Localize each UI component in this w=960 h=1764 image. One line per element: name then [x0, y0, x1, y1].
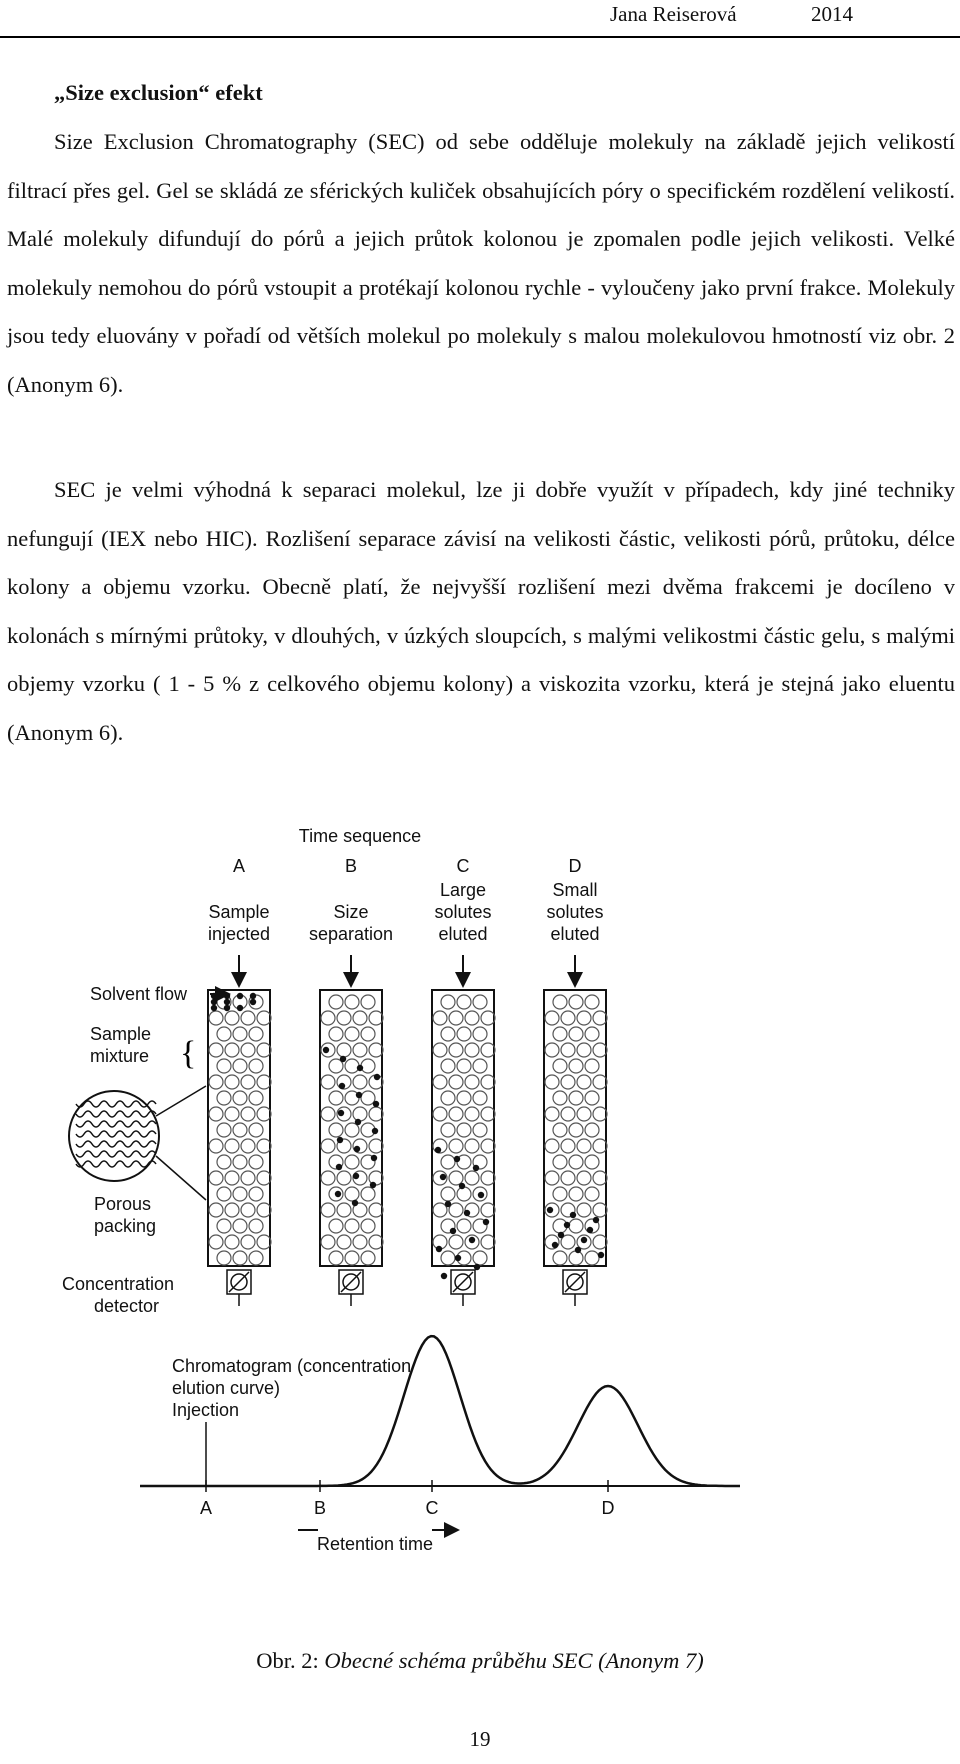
column-caption-c: Large — [439, 880, 487, 900]
sec-figure — [60, 820, 800, 1625]
detector-label-2: detector — [94, 1296, 160, 1316]
detector-label-1: Concentration — [62, 1274, 175, 1294]
chromatogram-label-1: Chromatogram (concentration — [172, 1356, 412, 1376]
sample-mixture-label-2: mixture — [90, 1046, 150, 1066]
column-d — [544, 990, 607, 1306]
tick-label-d: D — [601, 1498, 615, 1518]
column-caption-c: eluted — [438, 924, 488, 944]
retention-time-label: Retention time — [316, 1534, 434, 1554]
tick-label-c: C — [425, 1498, 439, 1518]
solvent-flow-label: Solvent flow — [90, 984, 188, 1004]
time-sequence-label: Time sequence — [298, 826, 422, 846]
brace-icon: { — [180, 1035, 197, 1072]
tick-label-b: B — [313, 1498, 327, 1518]
sec-diagram — [60, 820, 800, 1625]
column-letter-b: B — [344, 856, 358, 876]
column-caption-a: injected — [207, 924, 271, 944]
column-letter-c: C — [456, 856, 470, 876]
column-caption-d: solutes — [546, 902, 604, 922]
column-caption-d: Small — [552, 880, 598, 900]
caption-label: Obr. 2: — [256, 1648, 319, 1673]
column-caption-b: separation — [308, 924, 394, 944]
column-letter-a: A — [232, 856, 246, 876]
caption-text: Obecné schéma průběhu SEC (Anonym 7) — [324, 1648, 704, 1673]
header-author: Jana Reiserová — [610, 2, 737, 26]
tick-label-a: A — [199, 1498, 213, 1518]
column-a — [208, 990, 271, 1306]
chromatogram-label-2: elution curve) — [172, 1378, 281, 1398]
header-rule — [0, 36, 960, 38]
column-caption-a: Sample — [208, 902, 270, 922]
columns — [208, 955, 607, 1306]
porous-label-1: Porous — [94, 1194, 152, 1214]
column-caption-c: solutes — [434, 902, 492, 922]
figure-caption — [0, 1648, 960, 1674]
sample-mixture-label-1: Sample — [90, 1024, 152, 1044]
column-c — [432, 990, 495, 1306]
column-caption-b: Size — [333, 902, 369, 922]
column-b — [320, 990, 383, 1306]
column-caption-d: eluted — [550, 924, 600, 944]
page-header — [0, 0, 960, 40]
paragraph-2: SEC je velmi výhodná k separaci molekul, lze ji dobře využít v případech, kdy jiné techniky nefungují (IEX nebo HIC). Rozlišení separace závisí na velikosti částic, velikosti pórů, průtoku, délce kolony a objemu vzorku. Obecně platí, že nejvyšší rozlišení mezi dvěma frakcemi je docíleno v kolonách s mírnými průtoky, v dlouhých, v úzkých sloupcích, s malými velikostmi částic gelu, s malými objemy vzorku ( 1 - 5 % z celkového objemu kolony) a viskozita vzorku, která je stejná jako eluentu (Anonym 6). — [7, 477, 955, 745]
column-headers — [208, 856, 604, 944]
porous-packing-icon — [69, 1086, 206, 1200]
column-letter-d: D — [568, 856, 582, 876]
injection-label: Injection — [172, 1400, 240, 1420]
header-year: 2014 — [811, 2, 853, 26]
section-heading: „Size exclusion“ efekt — [54, 80, 263, 105]
paragraph-1: Size Exclusion Chromatography (SEC) od sebe odděluje molekuly na základě jejich velikostí filtrací přes gel. Gel se skládá ze sférických kuliček obsahujících póry o specifickém rozdělení velikostí. Malé molekuly difundují do pórů a jejich průtok kolonou je zpomalen podle jejich velikosti. Velké molekuly nemohou do pórů vstoupit a protékají kolonou rychle - vyloučeny jako první frakce. Molekuly jsou tedy eluovány v pořadí od větších molekul po molekuly s malou molekulovou hmotností viz obr. 2 (Anonym 6). — [7, 129, 955, 397]
porous-label-2: packing — [94, 1216, 157, 1236]
page-number: 19 — [469, 1727, 491, 1751]
